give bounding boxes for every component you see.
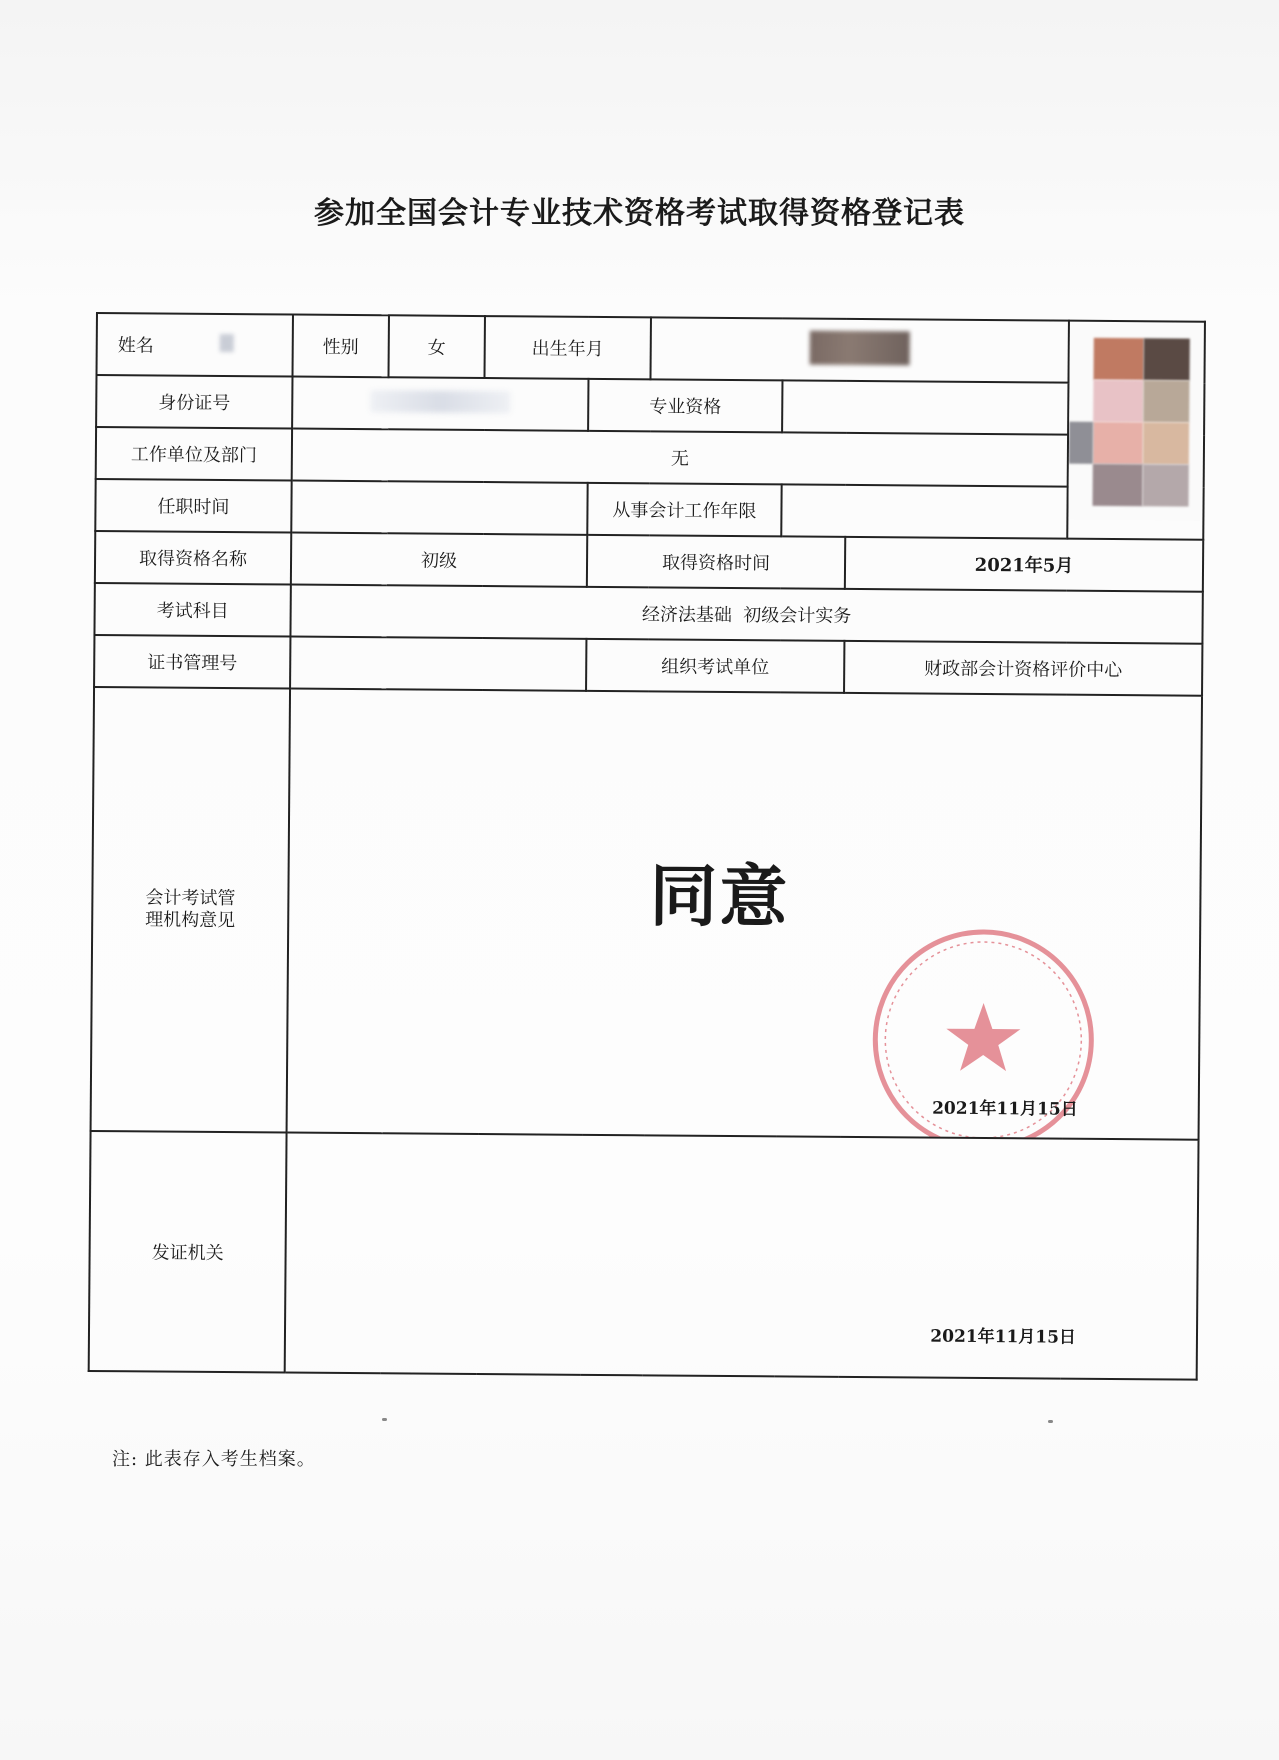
issuer-label-cell — [89, 1131, 287, 1373]
birth-label: 出生年月 — [531, 338, 604, 360]
issuer-label: 发证机关 — [151, 1242, 224, 1265]
photo-cell — [1067, 321, 1205, 540]
qualification-value-cell — [782, 380, 1068, 434]
opinion-date: 2021年11月15日 — [932, 1098, 1078, 1120]
years-label-cell — [587, 483, 781, 537]
org-value: 财政部会计资格评价中心 — [924, 658, 1123, 682]
opinion-label-line2: 理机构意见 — [145, 909, 236, 932]
cert-name-value: 初级 — [420, 550, 458, 572]
tenure-value-cell — [291, 481, 587, 535]
org-label: 组织考试单位 — [661, 656, 770, 679]
cert-name-label: 取得资格名称 — [138, 548, 248, 571]
name-label: 姓名 — [117, 335, 154, 357]
id-value-cell — [292, 377, 588, 431]
years-value-cell — [781, 484, 1067, 538]
subjects-value: 经济法基础 初级会计实务 — [641, 604, 852, 627]
subjects-label-cell — [94, 583, 290, 637]
footnote: 注: 此表存入考生档案。 — [112, 1449, 316, 1470]
cert-name-label-cell — [95, 531, 291, 585]
issuer-date: 2021年11月15日 — [930, 1326, 1077, 1348]
qualification-label: 专业资格 — [649, 396, 722, 418]
issuer-value-cell — [285, 1133, 1199, 1380]
opinion-label-cell — [91, 687, 290, 1133]
cert-time-label: 取得资格时间 — [661, 552, 771, 575]
cert-no-label: 证书管理号 — [147, 652, 238, 675]
birth-label-cell — [484, 316, 650, 379]
opinion-label-line1: 会计考试管 — [145, 887, 236, 910]
id-label: 身份证号 — [158, 392, 231, 415]
years-label: 从事会计工作年限 — [612, 500, 757, 523]
cert-time-label-cell — [587, 535, 845, 589]
cert-name-value-cell — [291, 533, 587, 587]
workplace-label: 工作单位及部门 — [130, 444, 257, 467]
workplace-value-cell — [292, 429, 1068, 487]
scan-speck — [382, 1418, 387, 1421]
workplace-label-cell — [96, 427, 292, 481]
opinion-area — [288, 690, 1201, 1139]
applicant-photo — [1068, 324, 1202, 521]
gender-label: 性别 — [322, 336, 359, 359]
name-label-cell — [97, 313, 293, 377]
org-value-cell — [844, 641, 1202, 696]
opinion-value-cell — [287, 689, 1202, 1140]
subjects-label: 考试科目 — [156, 600, 229, 623]
registration-form — [88, 312, 1204, 1371]
cert-no-value-cell — [290, 637, 586, 691]
opinion-value: 同意 — [649, 857, 790, 938]
name-redacted — [219, 334, 233, 352]
gender-label-cell — [292, 315, 388, 378]
scan-speck — [1048, 1420, 1053, 1423]
birth-value-cell — [650, 317, 1068, 382]
org-label-cell — [586, 639, 844, 693]
tenure-label-cell — [95, 479, 291, 533]
gender-value: 女 — [427, 337, 446, 359]
id-redacted — [370, 390, 510, 413]
workplace-value: 无 — [670, 448, 689, 470]
birth-redacted — [810, 330, 910, 365]
tenure-label: 任职时间 — [157, 496, 230, 519]
opinion-label — [93, 887, 287, 933]
cert-time-value-cell — [845, 537, 1203, 592]
gender-value-cell — [388, 315, 484, 378]
form-title: 参加全国会计专业技术资格考试取得资格登记表 — [314, 196, 965, 231]
id-label-cell — [96, 375, 292, 429]
form-table — [88, 312, 1206, 1381]
subjects-value-cell — [290, 585, 1202, 644]
cert-no-label-cell — [94, 635, 290, 689]
issuer-area — [286, 1134, 1198, 1379]
qualification-label-cell — [588, 379, 782, 433]
cert-time-value: 2021年5月 — [974, 554, 1074, 577]
